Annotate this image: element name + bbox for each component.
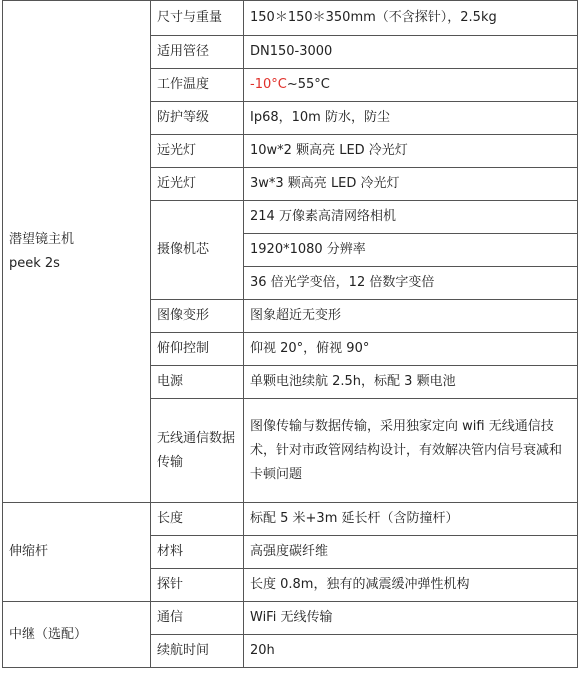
pipe-value: DN150-3000: [244, 36, 578, 69]
tilt-label: 俯仰控制: [151, 333, 244, 366]
material-value: 高强度碳纤维: [244, 536, 578, 569]
power-value: 单颗电池续航 2.5h，标配 3 颗电池: [244, 366, 578, 399]
temp-value-low: -10°C: [250, 77, 287, 92]
wireless-label: 无线通信数据传输: [151, 399, 244, 503]
size-value: 150＊150＊350mm（不含探针），2.5kg: [244, 1, 578, 36]
far-light-label: 远光灯: [151, 135, 244, 168]
distort-label: 图像变形: [151, 300, 244, 333]
protect-label: 防护等级: [151, 102, 244, 135]
group-rod: 伸缩杆: [3, 503, 151, 602]
length-value: 标配 5 米+3m 延长杆（含防撞杆）: [244, 503, 578, 536]
tilt-value: 仰视 20°，俯视 90°: [244, 333, 578, 366]
group-main-model: peek 2s: [9, 255, 60, 271]
power-label: 电源: [151, 366, 244, 399]
group-relay: 中继（选配）: [3, 602, 151, 668]
distort-value: 图象超近无变形: [244, 300, 578, 333]
spec-table: [2, 0, 578, 668]
near-light-label: 近光灯: [151, 168, 244, 201]
camera-label: 摄像机芯: [151, 201, 244, 300]
table-row: [3, 503, 578, 536]
endurance-value: 20h: [244, 635, 578, 668]
camera-value-3: 36 倍光学变倍，12 倍数字变倍: [244, 267, 578, 300]
wireless-value: 图像传输与数据传输，采用独家定向 wifi 无线通信技术，针对市政管网结构设计，有效解决管内信号衰减和卡顿问题: [244, 399, 578, 503]
camera-value-1: 214 万像素高清网络相机: [244, 201, 578, 234]
comm-label: 通信: [151, 602, 244, 635]
protect-value: Ip68，10m 防水，防尘: [244, 102, 578, 135]
probe-label: 探针: [151, 569, 244, 602]
far-light-value: 10w*2 颗高亮 LED 冷光灯: [244, 135, 578, 168]
camera-value-2: 1920*1080 分辨率: [244, 234, 578, 267]
pipe-label: 适用管径: [151, 36, 244, 69]
length-label: 长度: [151, 503, 244, 536]
size-label: 尺寸与重量: [151, 1, 244, 36]
group-main-host: [3, 1, 151, 503]
material-label: 材料: [151, 536, 244, 569]
group-main-name: 潜望镜主机: [9, 231, 75, 247]
near-light-value: 3w*3 颗高亮 LED 冷光灯: [244, 168, 578, 201]
probe-value: 长度 0.8m，独有的减震缓冲弹性机构: [244, 569, 578, 602]
temp-label: 工作温度: [151, 69, 244, 102]
endurance-label: 续航时间: [151, 635, 244, 668]
comm-value: WiFi 无线传输: [244, 602, 578, 635]
table-row: [3, 602, 578, 635]
temp-value-high: ~55°C: [286, 77, 330, 92]
temp-value: [244, 69, 578, 102]
table-row: [3, 1, 578, 36]
